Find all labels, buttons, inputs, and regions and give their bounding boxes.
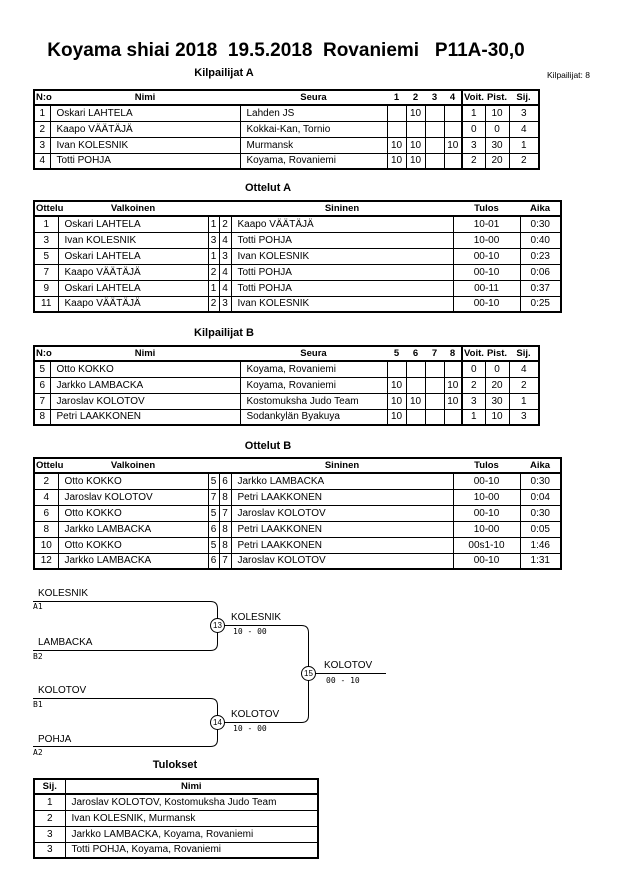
points-value: 0 — [485, 361, 509, 377]
table-row — [34, 826, 318, 842]
col-header-points: Pist. — [486, 348, 508, 359]
white-name: Otto KOKKO — [58, 473, 208, 489]
points-value: 10 — [485, 105, 509, 121]
section-title-matches-b: Ottelut B — [244, 440, 292, 452]
col-header-wins: Voit. — [462, 346, 485, 361]
competitor-no: 7 — [34, 393, 50, 409]
white-name: Kaapo VÄÄTÄJÄ — [58, 296, 208, 312]
match-no: 11 — [34, 296, 58, 312]
competitor-name: Otto KOKKO — [50, 361, 240, 377]
match-no: 1 — [34, 216, 58, 232]
round-score: 10 — [406, 153, 425, 169]
bracket-slot-name: KOLOTOV — [38, 685, 87, 696]
blue-name: Jaroslav KOLOTOV — [231, 553, 453, 569]
col-header-place: Sij. — [509, 90, 539, 105]
semifinal-1-score: 10 - 00 — [233, 627, 267, 636]
competitor-club: Sodankylän Byakuya — [240, 409, 387, 425]
match-result: 00-10 — [453, 248, 520, 264]
col-header-time: Aika — [520, 458, 561, 473]
competitor-club: Lahden JS — [240, 105, 387, 121]
competitor-no: 3 — [34, 137, 50, 153]
col-header-club: Seura — [240, 90, 387, 105]
result-name: Jaroslav KOLOTOV, Kostomuksha Judo Team — [65, 794, 318, 810]
competitor-name: Totti POHJA — [50, 153, 240, 169]
match-no: 6 — [34, 505, 58, 521]
white-name: Oskari LAHTELA — [58, 216, 208, 232]
blue-name: Totti POHJA — [231, 232, 453, 248]
semifinal-2-score: 10 - 00 — [233, 724, 267, 733]
place-value: 2 — [509, 153, 539, 169]
competitor-no: 2 — [34, 121, 50, 137]
col-header-8: 8 — [444, 346, 462, 361]
white-name: Oskari LAHTELA — [58, 280, 208, 296]
match-result: 00-10 — [453, 296, 520, 312]
place-value: 1 — [509, 137, 539, 153]
match-no: 12 — [34, 553, 58, 569]
match-time: 1:31 — [520, 553, 561, 569]
white-name: Otto KOKKO — [58, 537, 208, 553]
blue-name: Ivan KOLESNIK — [231, 248, 453, 264]
section-title-pool-a: Kilpailijat A — [194, 67, 254, 79]
white-no: 3 — [208, 232, 219, 248]
col-header-2: 2 — [406, 90, 425, 105]
col-header-name: Nimi — [50, 346, 240, 361]
competitor-name: Ivan KOLESNIK — [50, 137, 240, 153]
col-header-match: Ottelu — [36, 460, 64, 471]
blue-no: 8 — [219, 521, 231, 537]
competitor-name: Jaroslav KOLOTOV — [50, 393, 240, 409]
place-value: 1 — [509, 393, 539, 409]
match-result: 10-00 — [453, 489, 520, 505]
place-value: 4 — [509, 361, 539, 377]
white-name: Kaapo VÄÄTÄJÄ — [58, 264, 208, 280]
match-time: 0:04 — [520, 489, 561, 505]
blue-no: 3 — [219, 296, 231, 312]
round-score: 10 — [444, 137, 462, 153]
blue-name: Petri LAAKKONEN — [231, 537, 453, 553]
competitor-no: 5 — [34, 361, 50, 377]
match-time: 0:25 — [520, 296, 561, 312]
wins-value: 3 — [462, 137, 485, 153]
white-name: Jarkko LAMBACKA — [58, 521, 208, 537]
col-header-place: Sij. — [509, 346, 539, 361]
white-no: 2 — [208, 296, 219, 312]
match-time: 0:30 — [520, 473, 561, 489]
table-row — [34, 810, 318, 826]
wins-value: 2 — [462, 153, 485, 169]
blue-no: 2 — [219, 216, 231, 232]
result-place: 1 — [34, 794, 65, 810]
result-name: Totti POHJA, Koyama, Rovaniemi — [65, 842, 318, 858]
result-name: Jarkko LAMBACKA, Koyama, Rovaniemi — [65, 826, 318, 842]
white-no: 1 — [208, 248, 219, 264]
col-header-no: N:o — [36, 348, 52, 359]
blue-name: Totti POHJA — [231, 280, 453, 296]
competitors-count: Kilpailijat: 8 — [547, 70, 590, 80]
match-result: 00-11 — [453, 280, 520, 296]
bracket-slot-name: LAMBACKA — [38, 637, 93, 648]
blue-name: Totti POHJA — [231, 264, 453, 280]
wins-value: 1 — [462, 105, 485, 121]
match-result: 10-00 — [453, 521, 520, 537]
col-header-time: Aika — [520, 201, 561, 216]
wins-value: 0 — [462, 121, 485, 137]
section-title-pool-b: Kilpailijat B — [194, 327, 254, 339]
blue-no: 6 — [219, 473, 231, 489]
col-header-points: Pist. — [486, 92, 508, 103]
match-time: 0:30 — [520, 505, 561, 521]
match-no: 5 — [34, 248, 58, 264]
blue-no: 7 — [219, 505, 231, 521]
round-score: 10 — [387, 137, 406, 153]
blue-name: Petri LAAKKONEN — [231, 521, 453, 537]
match-no: 10 — [34, 537, 58, 553]
result-place: 3 — [34, 842, 65, 858]
blue-name: Kaapo VÄÄTÄJÄ — [231, 216, 453, 232]
blue-name: Petri LAAKKONEN — [231, 489, 453, 505]
section-title-results: Tulokset — [152, 759, 198, 771]
match-result: 00s1-10 — [453, 537, 520, 553]
bracket-slot-name: KOLESNIK — [38, 588, 89, 599]
blue-no: 8 — [219, 489, 231, 505]
round-score: 10 — [387, 377, 406, 393]
semifinal-2-winner: KOLOTOV — [231, 709, 280, 720]
match-time: 1:46 — [520, 537, 561, 553]
col-header-club: Seura — [240, 346, 387, 361]
competitor-no: 4 — [34, 153, 50, 169]
competitor-club: Koyama, Rovaniemi — [240, 377, 387, 393]
points-value: 30 — [485, 137, 509, 153]
blue-no: 4 — [219, 264, 231, 280]
col-header-blue: Sininen — [231, 458, 453, 473]
white-no: 1 — [208, 216, 219, 232]
match-no: 8 — [34, 521, 58, 537]
round-score: 10 — [406, 105, 425, 121]
col-header-1: 1 — [387, 90, 406, 105]
page-title: Koyama shiai 2018 19.5.2018 Rovaniemi P11A-30,0 — [47, 40, 525, 61]
bracket-slot-seed: B1 — [33, 700, 43, 709]
white-no: 6 — [208, 553, 219, 569]
competitor-name: Oskari LAHTELA — [50, 105, 240, 121]
bracket-slot-seed: A1 — [33, 602, 43, 611]
wins-value: 1 — [462, 409, 485, 425]
col-header-white: Valkoinen — [58, 201, 208, 216]
white-name: Otto KOKKO — [58, 505, 208, 521]
blue-no: 4 — [219, 232, 231, 248]
white-no: 6 — [208, 521, 219, 537]
match-result: 00-10 — [453, 553, 520, 569]
col-header-white: Valkoinen — [58, 458, 208, 473]
match-time: 0:37 — [520, 280, 561, 296]
white-name: Jarkko LAMBACKA — [58, 553, 208, 569]
col-header-blue: Sininen — [231, 201, 453, 216]
col-header-6: 6 — [406, 346, 425, 361]
blue-name: Jaroslav KOLOTOV — [231, 505, 453, 521]
match-result: 00-10 — [453, 264, 520, 280]
blue-no: 8 — [219, 537, 231, 553]
col-header-match: Ottelu — [36, 203, 64, 214]
points-value: 20 — [485, 153, 509, 169]
place-value: 2 — [509, 377, 539, 393]
match-result: 00-10 — [453, 473, 520, 489]
match-no: 9 — [34, 280, 58, 296]
match-time: 0:23 — [520, 248, 561, 264]
result-place: 2 — [34, 810, 65, 826]
round-score: 10 — [387, 393, 406, 409]
white-name: Oskari LAHTELA — [58, 248, 208, 264]
competitor-club: Kokkai-Kan, Tornio — [240, 121, 387, 137]
match-15-number: 15 — [304, 668, 313, 678]
points-value: 20 — [485, 377, 509, 393]
points-value: 10 — [485, 409, 509, 425]
competitor-name: Kaapo VÄÄTÄJÄ — [50, 121, 240, 137]
results-header-row — [34, 779, 318, 794]
white-name: Ivan KOLESNIK — [58, 232, 208, 248]
match-no: 3 — [34, 232, 58, 248]
points-value: 0 — [485, 121, 509, 137]
round-score: 10 — [406, 393, 425, 409]
match-result: 10-01 — [453, 216, 520, 232]
match-result: 00-10 — [453, 505, 520, 521]
col-header-3: 3 — [425, 90, 444, 105]
white-no: 5 — [208, 505, 219, 521]
match-time: 0:05 — [520, 521, 561, 537]
match-14-number: 14 — [213, 717, 222, 727]
place-value: 4 — [509, 121, 539, 137]
semifinal-1-winner: KOLESNIK — [231, 612, 282, 623]
match-13-number: 13 — [213, 620, 222, 630]
round-score: 10 — [444, 377, 462, 393]
competitor-no: 6 — [34, 377, 50, 393]
col-header-result: Tulos — [453, 458, 520, 473]
col-header-name: Nimi — [50, 90, 240, 105]
match-no: 2 — [34, 473, 58, 489]
result-name: Ivan KOLESNIK, Murmansk — [65, 810, 318, 826]
match-time: 0:06 — [520, 264, 561, 280]
col-header-no: N:o — [36, 92, 52, 103]
white-name: Jaroslav KOLOTOV — [58, 489, 208, 505]
points-value: 30 — [485, 393, 509, 409]
white-no: 7 — [208, 489, 219, 505]
section-title-matches-a: Ottelut A — [244, 182, 292, 194]
round-score: 10 — [387, 409, 406, 425]
blue-name: Jarkko LAMBACKA — [231, 473, 453, 489]
place-value: 3 — [509, 409, 539, 425]
match-no: 7 — [34, 264, 58, 280]
col-header-result: Tulos — [453, 201, 520, 216]
result-place: 3 — [34, 826, 65, 842]
white-no: 2 — [208, 264, 219, 280]
round-score: 10 — [444, 393, 462, 409]
place-value: 3 — [509, 105, 539, 121]
bracket-slot-line-a1 — [33, 602, 218, 619]
col-header-7: 7 — [425, 346, 444, 361]
white-no: 5 — [208, 537, 219, 553]
competitor-club: Koyama, Rovaniemi — [240, 153, 387, 169]
blue-no: 4 — [219, 280, 231, 296]
competitor-club: Kostomuksha Judo Team — [240, 393, 387, 409]
table-row — [34, 794, 318, 810]
blue-no: 7 — [219, 553, 231, 569]
col-header-place: Sij. — [34, 779, 65, 794]
blue-name: Ivan KOLESNIK — [231, 296, 453, 312]
final-winner: KOLOTOV — [324, 660, 373, 671]
round-score: 10 — [387, 153, 406, 169]
competitor-club: Murmansk — [240, 137, 387, 153]
match-no: 4 — [34, 489, 58, 505]
white-no: 1 — [208, 280, 219, 296]
competitor-no: 8 — [34, 409, 50, 425]
wins-value: 2 — [462, 377, 485, 393]
col-header-name: Nimi — [65, 779, 318, 794]
wins-value: 3 — [462, 393, 485, 409]
round-score: 10 — [406, 137, 425, 153]
competitor-club: Koyama, Rovaniemi — [240, 361, 387, 377]
col-header-wins: Voit. — [462, 90, 485, 105]
bracket-slot-name: POHJA — [38, 734, 72, 745]
final-score: 00 - 10 — [326, 676, 360, 685]
bracket-slot-seed: A2 — [33, 748, 43, 757]
results-table — [33, 778, 319, 859]
match-time: 0:40 — [520, 232, 561, 248]
white-no: 5 — [208, 473, 219, 489]
competitor-name: Petri LAAKKONEN — [50, 409, 240, 425]
bracket-slot-seed: B2 — [33, 652, 43, 661]
match-time: 0:30 — [520, 216, 561, 232]
col-header-5: 5 — [387, 346, 406, 361]
table-row — [34, 842, 318, 858]
col-header-4: 4 — [444, 90, 462, 105]
bracket-slot-line-b1 — [33, 699, 218, 716]
match-result: 10-00 — [453, 232, 520, 248]
wins-value: 0 — [462, 361, 485, 377]
competitor-name: Jarkko LAMBACKA — [50, 377, 240, 393]
blue-no: 3 — [219, 248, 231, 264]
competitor-no: 1 — [34, 105, 50, 121]
